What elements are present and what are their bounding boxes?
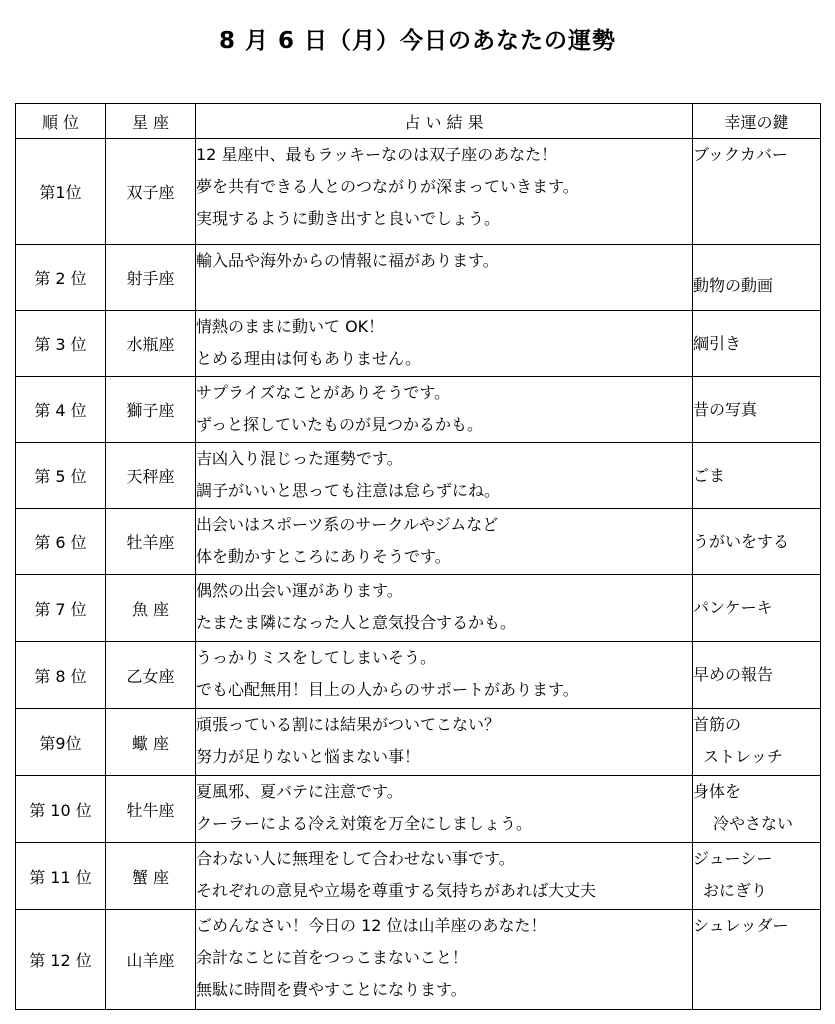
table-row: [16, 910, 821, 1010]
fortune-line: 輸入品や海外からの情報に福があります。: [196, 251, 499, 270]
lucky-key-cell: [693, 843, 821, 910]
lucky-key-line: シュレッダー: [693, 916, 789, 935]
fortune-line: クーラーによる冷え対策を万全にしましょう。: [196, 814, 533, 833]
lucky-key-cell: [693, 139, 821, 245]
rank-cell: 第 12 位: [16, 910, 106, 1010]
table-row: [16, 642, 821, 709]
rank-cell: 第9位: [16, 709, 106, 776]
fortune-line: 吉凶入り混じった運勢です。: [196, 449, 403, 468]
lucky-key-cell: [693, 443, 821, 509]
sign-cell: 双子座: [106, 139, 196, 245]
fortune-line: 努力が足りないと悩まない事！: [196, 747, 421, 766]
table-header-row: [16, 104, 821, 139]
table-row: [16, 843, 821, 910]
fortune-line: うっかりミスをしてしまいそう。: [196, 648, 437, 667]
fortune-line: 頑張っている割には結果がついてこない？: [196, 715, 501, 734]
sign-cell: 蠍 座: [106, 709, 196, 776]
rank-cell: 第 7 位: [16, 575, 106, 642]
fortune-line: 合わない人に無理をして合わせない事です。: [196, 849, 515, 868]
lucky-key-cell: [693, 509, 821, 575]
lucky-key-line: 冷やさない: [713, 814, 794, 833]
fortune-line: 体を動かすところにありそうです。: [196, 547, 451, 566]
fortune-cell: [196, 776, 693, 843]
lucky-key-cell: [693, 311, 821, 377]
rank-cell: 第 3 位: [16, 311, 106, 377]
lucky-key-line: パンケーキ: [693, 598, 773, 617]
lucky-key-cell: [693, 575, 821, 642]
lucky-key-line: 昔の写真: [693, 399, 758, 419]
table-row: [16, 443, 821, 509]
rank-cell: 第 8 位: [16, 642, 106, 709]
lucky-key-line: ストレッチ: [703, 747, 783, 766]
fortune-cell: [196, 575, 693, 642]
fortune-line: それぞれの意見や立場を尊重する気持ちがあれば大丈夫: [196, 881, 597, 900]
table-row: [16, 245, 821, 311]
sign-cell: 蟹 座: [106, 843, 196, 910]
lucky-key-line: 身体を: [693, 782, 742, 801]
rank-cell: 第 2 位: [16, 245, 106, 311]
sign-cell: 牡牛座: [106, 776, 196, 843]
table-row: [16, 575, 821, 642]
table-row: [16, 377, 821, 443]
fortune-line: ずっと探していたものが見つかるかも。: [196, 415, 484, 434]
header-rank: 順 位: [16, 104, 106, 139]
fortune-cell: [196, 377, 693, 443]
table-row: [16, 311, 821, 377]
table-row: [16, 509, 821, 575]
header-fortune: 占 い 結 果: [196, 104, 693, 139]
fortune-cell: [196, 139, 693, 245]
fortune-cell: [196, 311, 693, 377]
fortune-line: でも心配無用！目上の人からのサポートがあります。: [196, 680, 579, 699]
fortune-line: 無駄に時間を費やすことになります。: [196, 980, 467, 999]
rank-cell: 第 4 位: [16, 377, 106, 443]
sign-cell: 牡羊座: [106, 509, 196, 575]
lucky-key-line: ごま: [693, 465, 726, 485]
fortune-line: たまたま隣になった人と意気投合するかも。: [196, 613, 517, 632]
fortune-line: 実現するように動き出すと良いでしょう。: [196, 209, 501, 228]
lucky-key-cell: [693, 776, 821, 843]
fortune-line: とめる理由は何もありません。: [196, 349, 421, 368]
fortune-line: サプライズなことがありそうです。: [196, 383, 451, 402]
fortune-line: 情熱のままに動いて OK！: [196, 317, 385, 336]
fortune-cell: [196, 709, 693, 776]
fortune-cell: [196, 642, 693, 709]
lucky-key-line: ブックカバー: [693, 145, 788, 164]
sign-cell: 乙女座: [106, 642, 196, 709]
page-title: 8 月 6 日（月）今日のあなたの運勢: [218, 28, 617, 54]
sign-cell: 水瓶座: [106, 311, 196, 377]
fortune-line: 調子がいいと思っても注意は怠らずにね。: [196, 481, 501, 500]
lucky-key-line: おにぎり: [703, 881, 768, 900]
sign-cell: 天秤座: [106, 443, 196, 509]
rank-cell: 第 10 位: [16, 776, 106, 843]
fortune-cell: [196, 843, 693, 910]
lucky-key-line: うがいをする: [693, 531, 790, 551]
rank-cell: 第 6 位: [16, 509, 106, 575]
lucky-key-line: 綱引き: [693, 333, 742, 353]
table-row: [16, 776, 821, 843]
sign-cell: 射手座: [106, 245, 196, 311]
lucky-key-cell: [693, 245, 821, 311]
fortune-line: 余計なことに首をつっこまないこと！: [196, 948, 468, 967]
fortune-line: 出会いはスポーツ系のサークルやジムなど: [196, 515, 499, 534]
fortune-line: 夏風邪、夏バテに注意です。: [196, 782, 403, 801]
lucky-key-cell: [693, 910, 821, 1010]
lucky-key-line: 動物の動画: [693, 275, 774, 295]
lucky-key-cell: [693, 377, 821, 443]
sign-cell: 山羊座: [106, 910, 196, 1010]
header-lucky-key: 幸運の鍵: [693, 104, 821, 139]
fortune-line: 夢を共有できる人とのつながりが深まっていきます。: [196, 177, 579, 196]
fortune-line: ごめんなさい！今日の 12 位は山羊座のあなた！: [196, 916, 547, 935]
fortune-cell: [196, 443, 693, 509]
fortune-cell: [196, 910, 693, 1010]
lucky-key-line: 首筋の: [693, 715, 742, 734]
fortune-line: 偶然の出会い運があります。: [196, 581, 403, 600]
fortune-cell: [196, 245, 693, 311]
table-row: [16, 139, 821, 245]
table-row: [16, 709, 821, 776]
rank-cell: 第 5 位: [16, 443, 106, 509]
rank-cell: 第 11 位: [16, 843, 106, 910]
fortune-cell: [196, 509, 693, 575]
fortune-table: [15, 103, 821, 1010]
rank-cell: 第1位: [16, 139, 106, 245]
lucky-key-cell: [693, 642, 821, 709]
header-sign: 星 座: [106, 104, 196, 139]
sign-cell: 獅子座: [106, 377, 196, 443]
lucky-key-line: ジューシー: [693, 849, 773, 868]
sign-cell: 魚 座: [106, 575, 196, 642]
fortune-line: 12 星座中、最もラッキーなのは双子座のあなた！: [196, 145, 558, 164]
lucky-key-cell: [693, 709, 821, 776]
lucky-key-line: 早めの報告: [693, 665, 774, 684]
